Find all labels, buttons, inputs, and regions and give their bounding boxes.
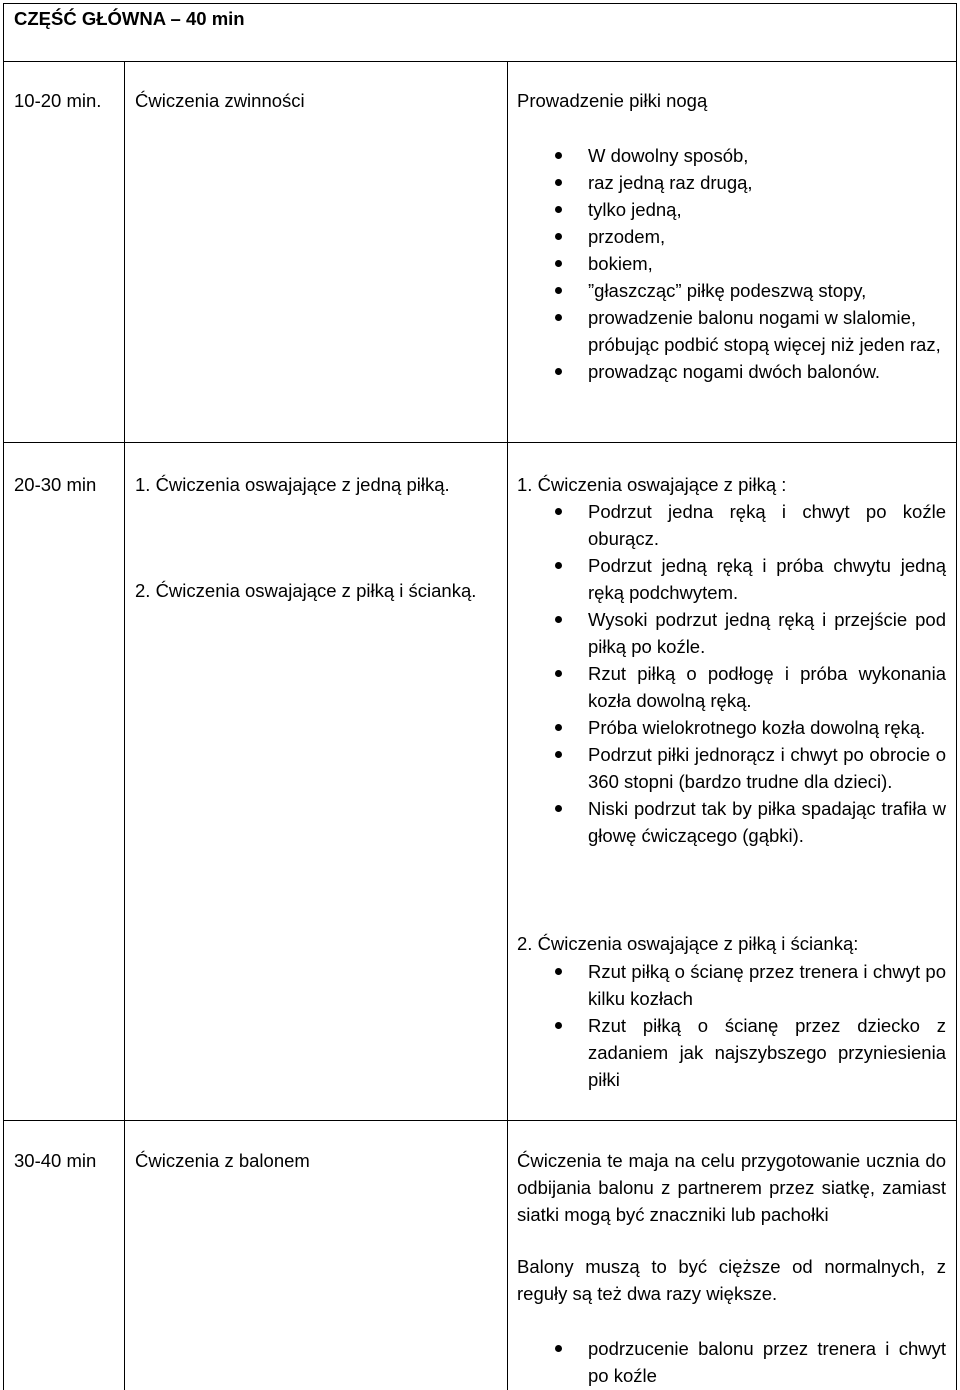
- header-divider: [3, 61, 957, 62]
- column-divider-2: [507, 61, 508, 1390]
- list-item: prowadzenie balonu nogami w slalomie, próbując podbić stopą więcej niż jeden raz,: [588, 304, 946, 358]
- list-item: Niski podrzut tak by piłka spadając trafiła w głowę ćwiczącego (gąbki).: [588, 795, 946, 849]
- list-item: raz jedną raz drugą,: [588, 169, 946, 196]
- bullet-icon: [555, 233, 562, 240]
- bullet-icon: [555, 287, 562, 294]
- border-top: [3, 3, 957, 4]
- row3-paragraph-1: Ćwiczenia te maja na celu przygotowanie ucznia do odbijania balonu z partnerem przez siatkę, zamiast siatki mogą być znaczniki lub pachołki: [517, 1150, 946, 1225]
- list-item: Próba wielokrotnego kozła dowolną ręką.: [588, 714, 946, 741]
- bullet-icon: [555, 968, 562, 975]
- bullet-icon: [555, 670, 562, 677]
- row2-time: 20-30 min: [14, 474, 97, 495]
- list-item: Rzut piłką o ścianę przez trenera i chwyt po kilku kozłach: [588, 958, 946, 1012]
- row3-time: 30-40 min: [14, 1150, 97, 1171]
- row1-time: 10-20 min.: [14, 90, 102, 111]
- bullet-icon: [555, 260, 562, 267]
- row2-section2-title: 2. Ćwiczenia oswajające z piłką i ścianką:: [517, 933, 859, 954]
- list-item: W dowolny sposób,: [588, 142, 946, 169]
- row2-section2-list: [588, 958, 946, 1093]
- list-item: Podrzut jedna ręką i chwyt po koźle oburącz.: [588, 498, 946, 552]
- list-item: ”głaszcząc” piłkę podeszwą stopy,: [588, 277, 946, 304]
- row2-activity-1: 1. Ćwiczenia oswajające z jedną piłką.: [135, 474, 450, 495]
- border-left: [3, 3, 4, 1390]
- bullet-icon: [555, 616, 562, 623]
- row2-section1-list: [588, 498, 946, 849]
- bullet-icon: [555, 179, 562, 186]
- row1-content-title: Prowadzenie piłki nogą: [517, 90, 708, 111]
- list-item: Wysoki podrzut jedną ręką i przejście pod piłką po koźle.: [588, 606, 946, 660]
- list-item: Rzut piłką o ścianę przez dziecko z zadaniem jak najszybszego przyniesienia piłki: [588, 1012, 946, 1093]
- list-item: podrzucenie balonu przez trenera i chwyt po koźle: [588, 1335, 946, 1389]
- bullet-icon: [555, 724, 562, 731]
- bullet-icon: [555, 562, 562, 569]
- bullet-icon: [555, 805, 562, 812]
- row3-bullet-list: [588, 1335, 946, 1389]
- row1-activity: Ćwiczenia zwinności: [135, 90, 305, 111]
- section-title: CZĘŚĆ GŁÓWNA – 40 min: [14, 8, 245, 29]
- bullet-icon: [555, 1345, 562, 1352]
- list-item: prowadząc nogami dwóch balonów.: [588, 358, 946, 385]
- list-item: Podrzut jedną ręką i próba chwytu jedną ręką podchwytem.: [588, 552, 946, 606]
- row3-paragraph-2: Balony muszą to być cięższe od normalnych, z reguły są też dwa razy większe.: [517, 1256, 946, 1304]
- list-item: bokiem,: [588, 250, 946, 277]
- row1-divider: [3, 442, 957, 443]
- bullet-icon: [555, 751, 562, 758]
- row2-activity-2: 2. Ćwiczenia oswajające z piłką i ścianką.: [135, 580, 477, 601]
- row2-divider: [3, 1120, 957, 1121]
- bullet-icon: [555, 368, 562, 375]
- list-item: Podrzut piłki jednorącz i chwyt po obrocie o 360 stopni (bardzo trudne dla dzieci).: [588, 741, 946, 795]
- list-item: Rzut piłką o podłogę i próba wykonania kozła dowolną ręką.: [588, 660, 946, 714]
- list-item: przodem,: [588, 223, 946, 250]
- row3-activity: Ćwiczenia z balonem: [135, 1150, 310, 1171]
- row2-section1-title: 1. Ćwiczenia oswajające z piłką :: [517, 474, 787, 495]
- bullet-icon: [555, 206, 562, 213]
- bullet-icon: [555, 508, 562, 515]
- row1-bullet-list: [588, 142, 946, 385]
- column-divider-1: [124, 61, 125, 1390]
- bullet-icon: [555, 152, 562, 159]
- bullet-icon: [555, 1022, 562, 1029]
- list-item: tylko jedną,: [588, 196, 946, 223]
- bullet-icon: [555, 314, 562, 321]
- border-right: [956, 3, 957, 1390]
